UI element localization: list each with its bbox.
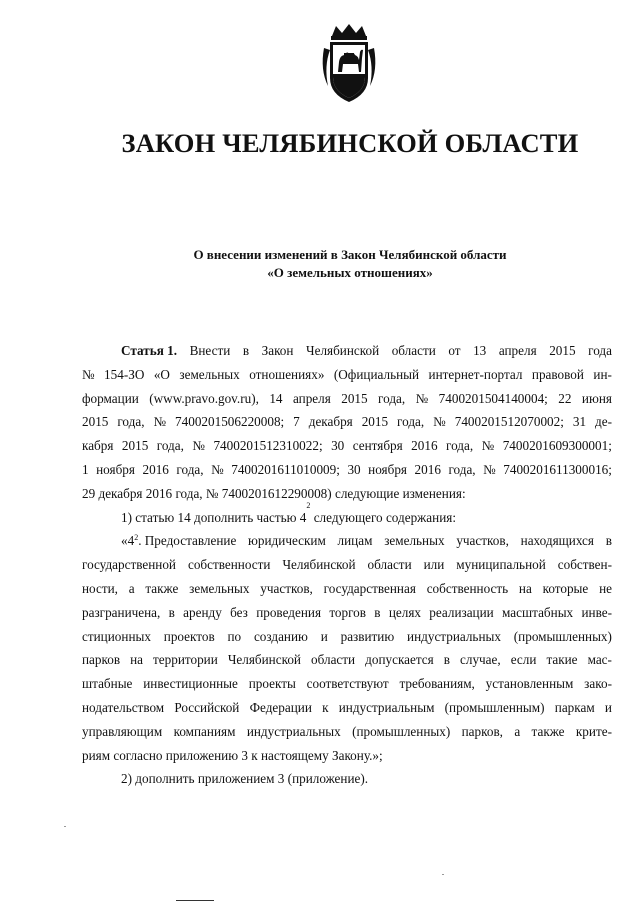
quote-lead-text: «4 — [121, 533, 135, 549]
word: 2015 — [121, 438, 149, 454]
word: индустриальных — [407, 628, 501, 644]
item-2: 2) дополнить приложением 3 (приложение). — [121, 771, 369, 787]
law-subtitle — [60, 246, 640, 282]
word: области — [391, 343, 436, 358]
word: индустриальным — [338, 699, 435, 715]
word: (Официальный — [333, 366, 420, 382]
word: государственной — [82, 557, 176, 573]
word: интернет-портал — [428, 366, 523, 382]
quote-line — [82, 625, 612, 649]
word: собственности — [187, 557, 271, 573]
word: крите- — [575, 723, 612, 739]
footer-rule — [176, 900, 214, 901]
word: не — [599, 580, 612, 596]
word: случае, — [460, 652, 501, 668]
article-line — [82, 458, 612, 482]
article-line — [82, 387, 612, 411]
word: 154-ЗО — [104, 366, 145, 382]
word: 7400201512310022; — [213, 438, 323, 454]
word: целях — [388, 604, 421, 620]
word: 7400201512070002; — [454, 414, 564, 430]
word: также — [531, 723, 565, 739]
word: проектов — [163, 628, 215, 644]
subtitle-line-2: «О земельных отношениях» — [267, 265, 433, 280]
word: «О — [153, 366, 170, 382]
word: 2016 — [414, 461, 441, 477]
item-1-text: 1) статью 14 дополнить частью 4 — [121, 509, 307, 525]
word: 30 — [347, 461, 361, 477]
word: аренду — [183, 604, 222, 620]
word: 2015 — [82, 414, 109, 430]
scan-speck — [442, 874, 444, 875]
word: Челябинской — [306, 343, 380, 358]
word: 31 — [572, 414, 587, 430]
article-last-line: 29 декабря 2016 года, № 7400201612290008) следующие изменения: — [82, 485, 466, 501]
word: Челябинской — [227, 652, 301, 668]
word: допускается — [365, 652, 434, 668]
word: земельных — [179, 366, 240, 382]
word: года, — [397, 414, 425, 430]
word: а — [128, 580, 135, 596]
word: земельных — [189, 580, 250, 596]
word: без — [230, 604, 248, 620]
word: собствен- — [557, 557, 612, 573]
word: участков, — [260, 580, 313, 596]
word: или — [423, 557, 445, 573]
word: 2015 — [361, 414, 389, 430]
word: 7400201504140004; — [438, 390, 548, 406]
word: торгов — [329, 604, 366, 620]
word: (www.pravo.gov.ru), — [149, 390, 259, 406]
quote-lead-sup: 2 — [134, 533, 139, 543]
word: года, — [176, 461, 204, 477]
word: области — [311, 652, 356, 668]
quote-last-line: риям согласно приложению 3 к настоящему Закону.»; — [82, 747, 383, 763]
word: формации — [82, 390, 139, 406]
article-label-wrap — [121, 339, 177, 363]
word: 13 — [473, 343, 487, 358]
word: Российской — [174, 699, 240, 715]
scan-speck — [64, 826, 66, 827]
word: проекты — [248, 676, 296, 692]
word: ности, — [82, 580, 118, 596]
word: 7400201506220008; — [175, 414, 285, 430]
word: находящихся — [520, 533, 594, 549]
word: государственная — [323, 580, 416, 596]
word: индустриальных — [246, 723, 341, 739]
word: ин- — [593, 366, 612, 382]
word: проведения — [256, 604, 322, 620]
word: муниципальной — [456, 557, 546, 573]
word: созданию — [253, 628, 308, 644]
quote-line — [82, 529, 612, 553]
word: паркам — [554, 699, 595, 715]
word: 14 — [269, 390, 283, 406]
quote-line — [82, 672, 612, 696]
word: № — [82, 366, 95, 382]
word: 2015 — [341, 390, 368, 406]
word: 30 — [331, 438, 345, 454]
word: Федерации — [249, 699, 312, 715]
word: декабря — [308, 414, 353, 430]
word: а — [514, 723, 521, 739]
word: 7400201611010009; — [231, 461, 340, 477]
word: требованиям, — [399, 676, 475, 692]
word: де- — [595, 414, 612, 430]
item-1 — [82, 500, 612, 530]
word: Внести — [189, 343, 231, 358]
word: № — [192, 438, 205, 454]
word: года, — [378, 390, 406, 406]
quote-line — [82, 601, 612, 625]
word: в — [374, 604, 381, 620]
article-1 — [82, 339, 612, 482]
chelyabinsk-coat-of-arms-icon — [318, 22, 380, 104]
word: земельных — [384, 533, 445, 549]
word: отношениях» — [249, 366, 325, 382]
word: парков — [82, 652, 121, 668]
article-label: Статья 1. — [121, 343, 178, 358]
word: ноября — [96, 461, 135, 477]
word: в — [605, 533, 612, 549]
item-1-sup: 2 — [306, 500, 311, 510]
word: года — [588, 343, 612, 358]
article-line — [82, 434, 612, 458]
word: соответствуют — [306, 676, 389, 692]
word: стиционных — [82, 628, 151, 644]
word: территории — [153, 652, 218, 668]
word: № — [483, 461, 496, 477]
quote-line — [82, 577, 612, 601]
word: мас- — [587, 652, 612, 668]
word: правовой — [531, 366, 584, 382]
word: в — [443, 652, 450, 668]
word: такие — [546, 652, 578, 668]
word: которые — [542, 580, 589, 596]
word: реализации — [429, 604, 494, 620]
word: 7400201609300001; — [502, 438, 612, 454]
law-body — [82, 339, 612, 791]
word: № — [481, 438, 495, 454]
word: 2015 — [549, 343, 576, 358]
word: (промышленных) — [513, 628, 612, 644]
item-1-text-after: следующего содержания: — [310, 509, 456, 525]
word: от — [448, 343, 461, 358]
subtitle-line-1: О внесении изменений в Закон Челябинской области — [193, 247, 507, 262]
word: разграничена, — [82, 604, 161, 620]
article-line — [82, 410, 612, 434]
word: сентября — [352, 438, 403, 454]
word: нодательством — [82, 699, 165, 715]
word: № — [433, 414, 446, 430]
word: (промышленным) — [444, 699, 545, 715]
word: также — [145, 580, 179, 596]
word: 2016 — [142, 461, 169, 477]
word: зако- — [584, 676, 612, 692]
word: года, — [448, 461, 476, 477]
word: собственность — [426, 580, 509, 596]
quote-line — [82, 720, 612, 744]
word: на — [130, 652, 144, 668]
word: юридическим — [248, 533, 326, 549]
word: . Предоставление — [138, 533, 237, 549]
word: инвестиционные — [143, 676, 238, 692]
word: инве- — [581, 604, 612, 620]
word: Закон — [261, 343, 294, 358]
word: лицам — [337, 533, 373, 549]
quote-line — [82, 648, 612, 672]
word: развитию — [340, 628, 395, 644]
quote-lead — [121, 529, 236, 553]
word: участков, — [456, 533, 509, 549]
word: масштабных — [502, 604, 574, 620]
word: 7400201611300016; — [503, 461, 612, 477]
word: если — [510, 652, 537, 668]
word: апреля — [498, 343, 537, 358]
quote-block — [82, 529, 612, 743]
word: № — [415, 390, 429, 406]
article-line — [82, 363, 612, 387]
word: кабря — [82, 438, 114, 454]
word: в — [242, 343, 250, 358]
word: Челябинской — [282, 557, 356, 573]
word: года, — [446, 438, 474, 454]
word: года, — [156, 438, 184, 454]
word: области — [367, 557, 412, 573]
word: и — [320, 628, 328, 644]
law-title: ЗАКОН ЧЕЛЯБИНСКОЙ ОБЛАСТИ — [121, 128, 579, 158]
article-line — [82, 339, 612, 363]
word: парков, — [461, 723, 503, 739]
word: компаниям — [173, 723, 236, 739]
word: и — [604, 699, 612, 715]
word: управляющим — [82, 723, 163, 739]
word: 2016 — [411, 438, 438, 454]
word: 7 — [293, 414, 300, 430]
word: апреля — [292, 390, 331, 406]
word: № — [153, 414, 167, 430]
word: (промышленных) — [352, 723, 451, 739]
word: 22 — [558, 390, 572, 406]
word: по — [227, 628, 242, 644]
quote-line — [82, 696, 612, 720]
quote-line — [82, 553, 612, 577]
word: установленным — [485, 676, 574, 692]
word: июня — [581, 390, 612, 406]
word: к — [322, 699, 329, 715]
word: штабные — [82, 676, 133, 692]
word: на — [518, 580, 532, 596]
word: № — [211, 461, 224, 477]
word: ноября — [368, 461, 407, 477]
word: года, — [117, 414, 145, 430]
word: 1 — [82, 461, 89, 477]
word: в — [168, 604, 175, 620]
